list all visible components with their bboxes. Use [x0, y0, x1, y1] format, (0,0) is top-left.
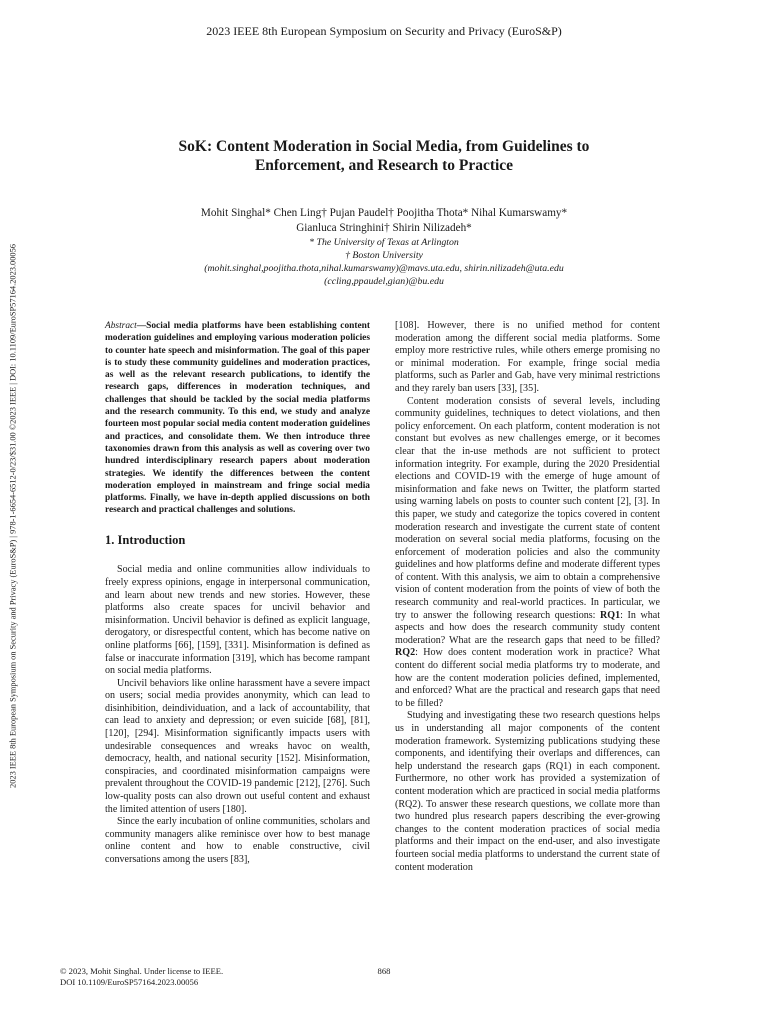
intro-paragraph-3: Since the early incubation of online communities, scholars and community managers alike reminisce over how to best manage online content and how to enable constructive, civil conversations among the users [83], — [105, 816, 370, 865]
title-line-1: SoK: Content Moderation in Social Media, from Guidelines to — [178, 138, 590, 155]
rq2-label: RQ2 — [395, 647, 416, 659]
affiliation-uta: * The University of Texas at Arlington — [309, 237, 459, 248]
intro-paragraph-2: Uncivil behaviors like online harassment have a severe impact on users; social media provides anonymity, which can lead to disinhibition, deindividuation, and a lack of accountability, that can lead to anxiety and depression; or even suicide [68], [81], [120], [294]. Misinformation significantly impacts users with undesirable consequences and wreaks havoc on wealth, democracy, health, and national security [152]. Misinformation, conspiracies, and coordinated misinformation campaigns were prevalent throughout the COVID-19 pandemic [212], [276]. Such low-quality posts can also drown out useful content and exhaust the limited attention of users [180]. — [105, 677, 370, 815]
section-heading-introduction: 1. Introduction — [105, 532, 186, 547]
authors-line-1: Mohit Singhal* Chen Ling† Pujan Paudel† Poojitha Thota* Nihal Kumarswamy* — [200, 207, 568, 219]
paper-title — [0, 137, 768, 175]
title-line-2: Enforcement, and Research to Practice — [254, 157, 514, 174]
abstract — [105, 320, 370, 517]
copyright-line: © 2023, Mohit Singhal. Under license to IEEE. — [60, 966, 224, 976]
p5-text-c: : How does content moderation work in practice? What content do different social media platforms try to moderate, and how are the content moderation policies defined, implemented, and enforced? What are the practical and research gaps that need to be filled? — [395, 647, 660, 709]
abstract-text: —Social media platforms have been establishing content moderation guidelines and employing various moderation policies to counter hate speech and misinformation. The goal of this paper is to study these community guidelines and moderation practices, as well as the relevant research publications, to identify the research gaps, differences in moderation techniques, and challenges that should be tackled by the social media platforms and the research community. To this end, we study and analyze fourteen most popular social media content moderation guidelines and practices, and consolidate them. We then introduce three taxonomies drawn from this analysis as well as covering over two hundred interdisciplinary research papers about moderation strategies. We identify the differences between the content moderation employed in mainstream and fringe social media platforms. Finally, we have in-depth applied discussions on both research and practical challenges and solutions. — [105, 321, 370, 516]
doi-line: DOI 10.1109/EuroSP57164.2023.00056 — [60, 976, 199, 987]
sidebar-doi-text: 2023 IEEE 8th European Symposium on Security and Privacy (EuroS&P) | 978-1-6654-6512-0/23/$31.00 ©2023 IEEE | DOI: 10.1109/EuroSP57164.2023.00056 — [8, 244, 18, 788]
page-number: 868 — [377, 966, 391, 976]
intro-paragraph-5 — [395, 396, 660, 711]
p5-text-a: Content moderation consists of several levels, including community guidelines, techniques to detect violations, and then policy enforcement. On each platform, content moderation is not constant but evolves as new challenges emerge, or it becomes clear that the in-use methods are not sufficient to protect information integrity. For example, during the 2020 Presidential elections and COVID-19 with the emerge of huge amount of misinformation and fake news on Twitter, the platform started using warning labels on posts to counter such content [2], [3]. In this paper, we study and categorize the topics covered in content moderation research and investigate the current state of content moderation on several social media platforms, focusing on the enforcement of moderation policies and also the community guidelines and how platforms define and moderate different types of content. With this analysis, we aim to obtain a comprehensive vision of content moderation from the points of view of both the research community and real-world practices. In particular, we try to answer the following research questions: — [395, 395, 660, 621]
author-list — [0, 206, 768, 236]
left-column — [105, 320, 370, 867]
right-column — [395, 320, 660, 874]
email-line-2: (ccling,ppaudel,gian)@bu.edu — [324, 276, 444, 287]
email-line-1: (mohit.singhal,poojitha.thota,nihal.kumarswamy)@mavs.uta.edu, shirin.nilizadeh@uta.edu — [204, 263, 564, 274]
rq1-label: RQ1 — [600, 609, 621, 621]
affiliation-bu: † Boston University — [345, 250, 423, 261]
abstract-label: Abstract — [105, 321, 137, 331]
p5-text-b: : In what aspects and how does the research community study content moderation? What are the research gaps that need to be filled? — [395, 609, 661, 646]
intro-paragraph-1: Social media and online communities allow individuals to freely express opinions, engage in interpersonal communication, and learn about new trends and new stories. However, these platforms also create spaces for uncivil behavior and misinformation. Uncivil behavior is defined as explicit language, derogatory, or disrespectful content, which has become native on online platforms [66], [159], [331]. Misinformation is defined as false or inaccurate information [319], which has become rampant on social media platforms. — [105, 564, 370, 677]
conference-header: 2023 IEEE 8th European Symposium on Security and Privacy (EuroS&P) — [206, 24, 562, 38]
authors-line-2: Gianluca Stringhini† Shirin Nilizadeh* — [296, 222, 472, 234]
intro-paragraph-6: Studying and investigating these two research questions helps us in understanding all major components of the content moderation framework. Systemizing publications studying these components, and identifying their overlaps and differences, can help understand the research gaps (RQ1) in each component. Furthermore, no other work has provided a systemization of content moderation which are practiced in social media platforms (RQ2). To answer these research questions, we collate more than two hundred plus research papers describing the ever-growing changes to the content moderation practices of social media platforms and their impact on the end-user, and also investigate fourteen social media platforms to understand the current state of content moderation — [395, 710, 660, 873]
affiliations — [0, 236, 768, 288]
intro-paragraph-4: [108]. However, there is no unified method for content moderation among the different social media platforms. Some employ more restrictive rules, while others emerge promising no or minimal moderation. For example, fringe social media platforms, such as Parler and Gab, have very minimal restrictions and they rarely ban users [33], [35]. — [395, 320, 660, 394]
